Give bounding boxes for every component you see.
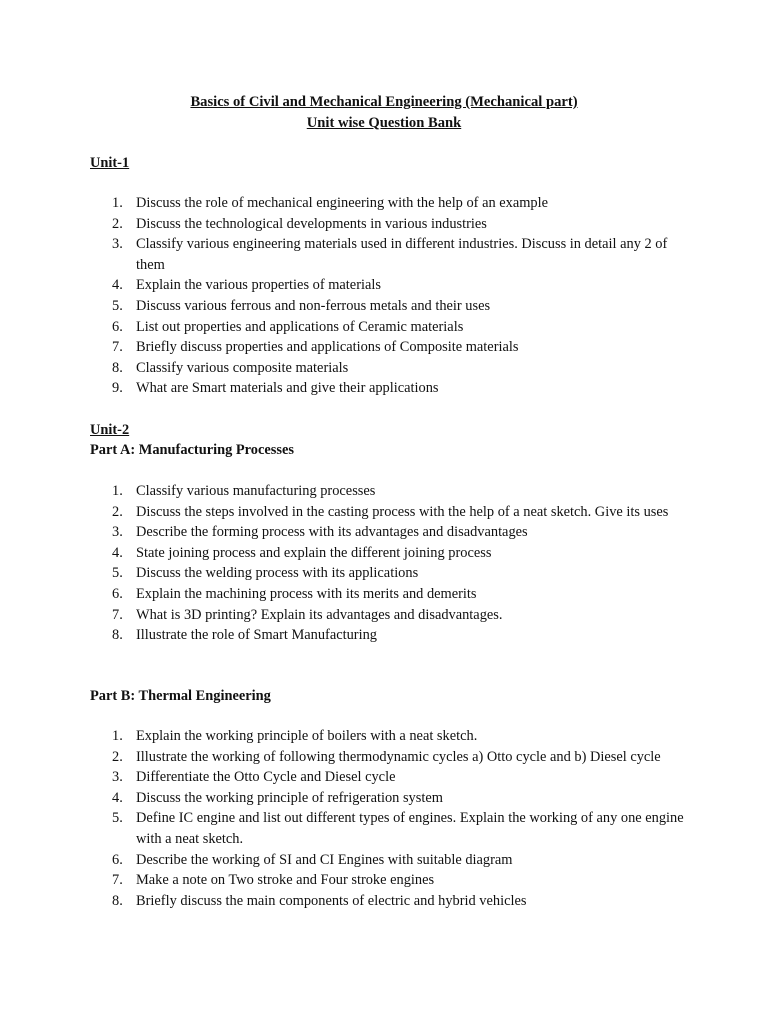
question-number: 7. (112, 872, 123, 889)
question-item (90, 625, 690, 646)
question-item (90, 726, 690, 747)
question-number: 4. (112, 789, 123, 806)
question-text: Discuss the role of mechanical engineering with the help of an example (136, 195, 548, 211)
question-number: 8. (112, 359, 123, 376)
question-item (90, 193, 690, 214)
question-number: 8. (112, 892, 123, 909)
question-item (90, 358, 690, 379)
question-text: Define IC engine and list out different types of engines. Explain the working of any one engine with a neat sketch. (136, 810, 684, 847)
part-a-question-list (90, 481, 690, 646)
question-number: 6. (112, 851, 123, 868)
question-text: Classify various manufacturing processes (136, 483, 376, 499)
question-number: 2. (112, 748, 123, 765)
question-number: 8. (112, 627, 123, 644)
question-text: Discuss the working principle of refrigeration system (136, 789, 443, 806)
unit2-heading: Unit-2 (90, 422, 130, 438)
question-item (90, 522, 690, 543)
question-item (90, 378, 690, 399)
question-item (90, 214, 690, 235)
question-number: 7. (112, 606, 123, 623)
question-text: Briefly discuss the main components of electric and hybrid vehicles (136, 892, 527, 909)
question-text: What is 3D printing? Explain its advantages and disadvantages. (136, 606, 503, 623)
question-text: Discuss the welding process with its applications (136, 565, 419, 582)
question-text: Explain the working principle of boilers with a neat sketch. (136, 728, 478, 744)
question-text: Discuss various ferrous and non-ferrous metals and their uses (136, 297, 491, 314)
question-text: Briefly discuss properties and applications of Composite materials (136, 339, 519, 356)
question-text: Illustrate the working of following thermodynamic cycles a) Otto cycle and b) Diesel cycle (136, 748, 661, 765)
question-number: 5. (112, 297, 123, 314)
question-text: Classify various engineering materials used in different industries. Discuss in detail any 2 of them (136, 236, 668, 273)
question-text: List out properties and applications of Ceramic materials (136, 318, 464, 335)
question-text: Explain the various properties of materials (136, 277, 381, 294)
question-number: 2. (112, 503, 123, 520)
document-subtitle: Unit wise Question Bank (306, 115, 462, 131)
question-number: 3. (112, 236, 123, 253)
question-item (90, 317, 690, 338)
question-number: 5. (112, 810, 123, 827)
part-b-question-list (90, 726, 690, 911)
question-item (90, 337, 690, 358)
question-item (90, 502, 690, 523)
question-item (90, 234, 690, 275)
unit1-question-list (90, 193, 690, 399)
question-number: 3. (112, 524, 123, 541)
question-number: 1. (112, 195, 123, 211)
question-text: What are Smart materials and give their applications (136, 380, 439, 397)
question-text: Describe the forming process with its advantages and disadvantages (136, 524, 528, 541)
question-number: 7. (112, 339, 123, 356)
question-text: Discuss the technological developments in various industries (136, 215, 487, 232)
part-b-heading: Part B: Thermal Engineering (90, 688, 271, 704)
question-item (90, 296, 690, 317)
question-text: State joining process and explain the different joining process (136, 544, 492, 561)
question-number: 3. (112, 769, 123, 786)
question-text: Differentiate the Otto Cycle and Diesel cycle (136, 769, 396, 786)
question-number: 4. (112, 277, 123, 294)
question-text: Describe the working of SI and CI Engines with suitable diagram (136, 851, 513, 868)
question-number: 1. (112, 483, 123, 499)
question-item (90, 747, 690, 768)
question-number: 2. (112, 215, 123, 232)
question-item (90, 767, 690, 788)
question-item (90, 605, 690, 626)
question-item (90, 481, 690, 502)
document-title: Basics of Civil and Mechanical Engineering (Mechanical part) (190, 94, 578, 110)
question-number: 5. (112, 565, 123, 582)
part-a-heading: Part A: Manufacturing Processes (90, 442, 294, 458)
question-text: Discuss the steps involved in the casting process with the help of a neat sketch. Give its uses (136, 503, 669, 520)
question-item (90, 563, 690, 584)
question-number: 9. (112, 380, 123, 397)
question-number: 6. (112, 318, 123, 335)
question-number: 4. (112, 544, 123, 561)
question-text: Classify various composite materials (136, 359, 349, 376)
question-item (90, 891, 690, 912)
question-item (90, 808, 690, 849)
question-number: 6. (112, 585, 123, 602)
question-item (90, 788, 690, 809)
question-item (90, 850, 690, 871)
unit1-heading: Unit-1 (90, 155, 130, 171)
question-text: Illustrate the role of Smart Manufacturing (136, 627, 377, 644)
question-item (90, 870, 690, 891)
question-item (90, 275, 690, 296)
question-number: 1. (112, 728, 123, 744)
question-item (90, 543, 690, 564)
question-text: Make a note on Two stroke and Four stroke engines (136, 872, 435, 889)
question-text: Explain the machining process with its merits and demerits (136, 585, 477, 602)
question-item (90, 584, 690, 605)
